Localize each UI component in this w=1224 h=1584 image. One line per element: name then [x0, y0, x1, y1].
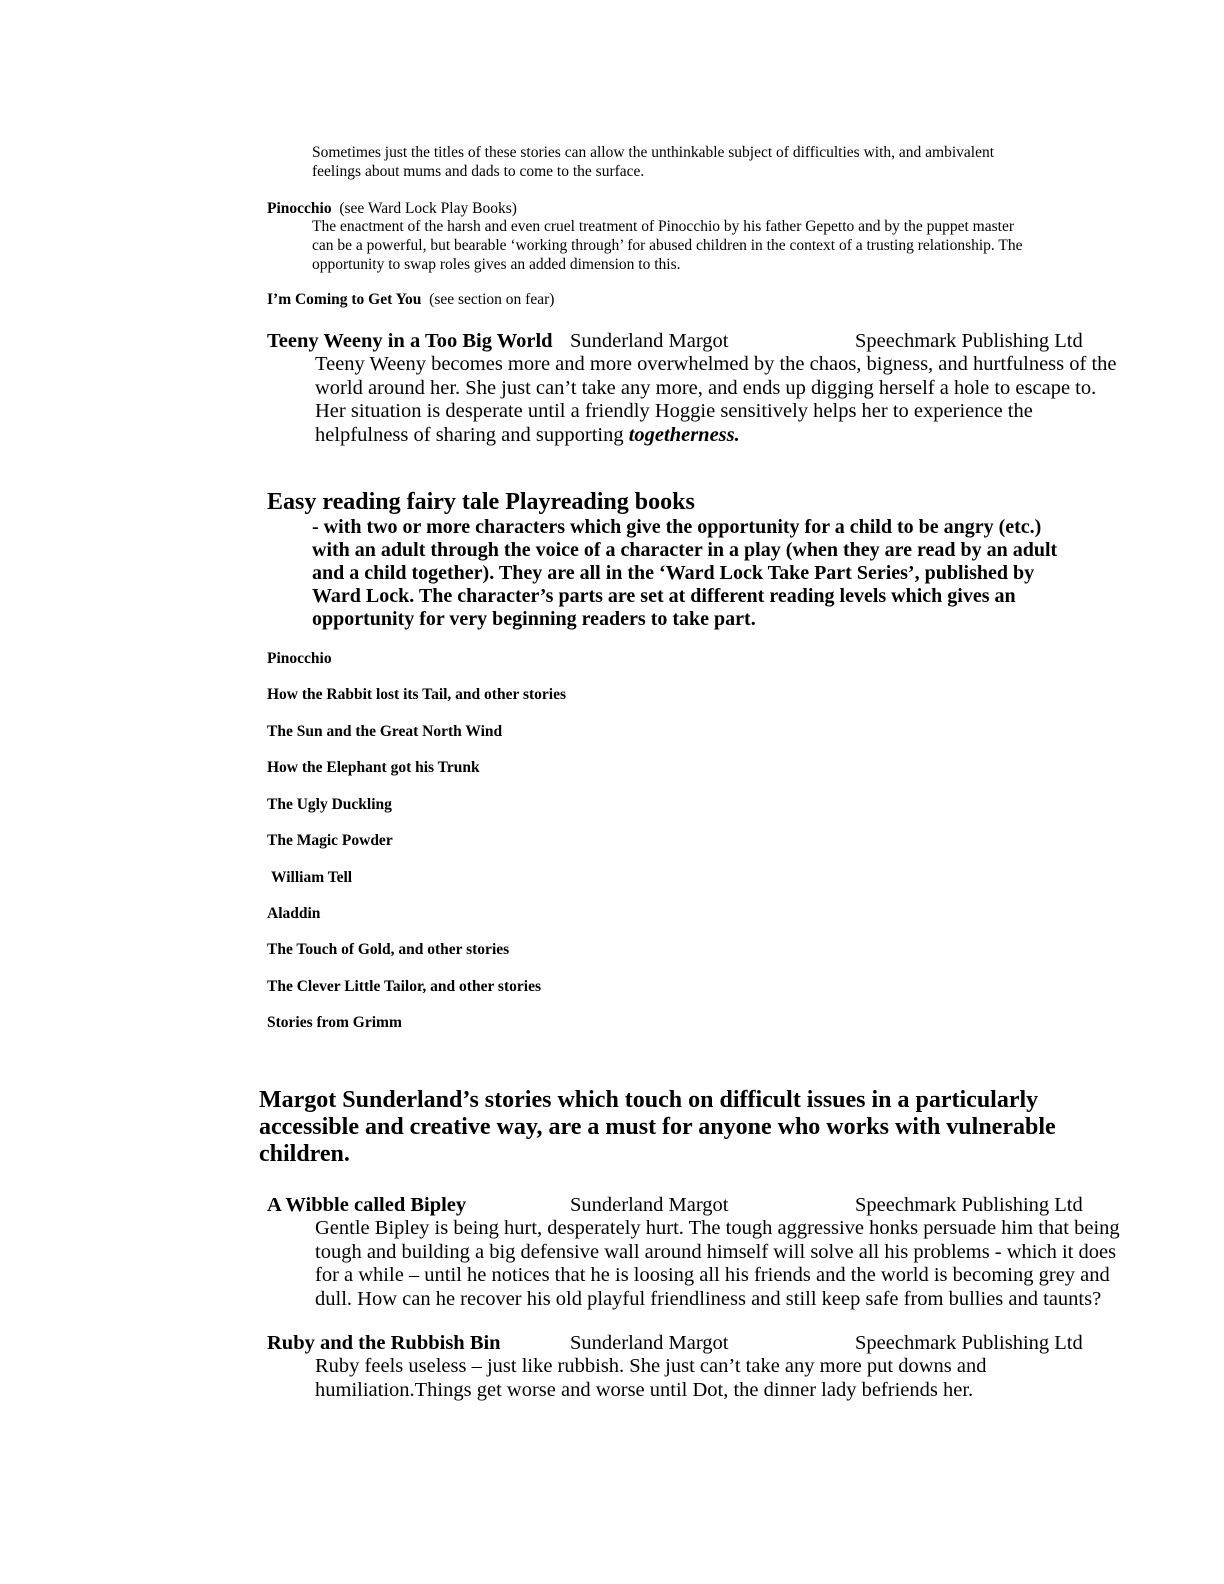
teeny-line: Her situation is desperate until a friendly Hoggie sensitively helps her to experience the — [315, 400, 1033, 422]
playreading-title: The Clever Little Tailor, and other stories — [267, 978, 541, 995]
pinocchio-line: opportunity to swap roles gives an added dimension to this. — [312, 256, 681, 273]
coming-title: I’m Coming to Get You — [267, 291, 422, 308]
teeny-author: Sunderland Margot — [570, 330, 729, 352]
playreading-title: How the Rabbit lost its Tail, and other stories — [267, 686, 566, 703]
playreading-title: The Sun and the Great North Wind — [267, 723, 503, 740]
intro-paragraph — [312, 143, 994, 181]
easy-reading-description — [312, 516, 1057, 631]
easy-description-line: with an adult through the voice of a character in a play (when they are read by an adult — [312, 539, 1058, 561]
bipley-line: Gentle Bipley is being hurt, desperately hurt. The tough aggressive honks persuade him that being — [315, 1217, 1120, 1239]
pinocchio-title: Pinocchio — [267, 200, 332, 217]
easy-description-line: opportunity for very beginning readers to take part. — [312, 608, 756, 630]
easy-reading-heading: Easy reading fairy tale Playreading books — [267, 489, 695, 515]
playreading-title: How the Elephant got his Trunk — [267, 759, 480, 776]
teeny-last-text: helpfulness of sharing and supporting — [315, 423, 629, 446]
playreading-title: Stories from Grimm — [267, 1014, 402, 1031]
margot-heading-line: accessible and creative way, are a must for anyone who works with vulnerable — [259, 1114, 1056, 1140]
bipley-author: Sunderland Margot — [570, 1194, 729, 1216]
playreading-title: The Ugly Duckling — [267, 796, 392, 813]
playreading-title: The Magic Powder — [267, 832, 393, 849]
margot-heading-line: children. — [259, 1141, 350, 1167]
teeny-title: Teeny Weeny in a Too Big World — [267, 330, 553, 352]
intro-line: Sometimes just the titles of these stories can allow the unthinkable subject of difficulties with, and ambivalent — [312, 144, 994, 161]
coming-entry-header — [267, 290, 554, 309]
intro-line: feelings about mums and dads to come to the surface. — [312, 163, 645, 180]
playreading-title: The Touch of Gold, and other stories — [267, 941, 510, 958]
ruby-publisher: Speechmark Publishing Ltd — [855, 1332, 1083, 1354]
playreading-title: William Tell — [271, 869, 353, 886]
bipley-line: dull. How can he recover his old playful friendliness and still keep safe from bullies and taunts? — [315, 1287, 1102, 1310]
teeny-line: Teeny Weeny becomes more and more overwhelmed by the chaos, bigness, and hurtfulness of the — [315, 353, 1117, 375]
pinocchio-entry-header — [267, 199, 517, 218]
teeny-line: world around her. She just can’t take any more, and ends up digging herself a hole to escape to. — [315, 376, 1097, 399]
bipley-line: tough and building a big defensive wall around himself will solve all his problems - which it does — [315, 1240, 1117, 1263]
teeny-description — [315, 353, 1117, 447]
ruby-title: Ruby and the Rubbish Bin — [267, 1332, 501, 1354]
ruby-author: Sunderland Margot — [570, 1332, 729, 1354]
teeny-line-last — [315, 424, 1117, 448]
playreading-title: Pinocchio — [267, 650, 332, 667]
margot-heading-line: Margot Sunderland’s stories which touch on difficult issues in a particularly — [259, 1087, 1039, 1113]
easy-description-line: and a child together). They are all in the ‘Ward Lock Take Part Series’, published by — [312, 562, 1035, 584]
pinocchio-description — [312, 217, 1022, 274]
coming-note: (see section on fear) — [429, 291, 555, 308]
ruby-description — [315, 1355, 986, 1402]
pinocchio-line: can be a powerful, but bearable ‘working through’ for abused children in the context of a trusting relationship. The — [312, 237, 1023, 254]
bipley-description — [315, 1217, 1120, 1311]
bipley-line: for a while – until he notices that he is loosing all his friends and the world is becoming grey and — [315, 1264, 1110, 1286]
bipley-publisher: Speechmark Publishing Ltd — [855, 1194, 1083, 1216]
teeny-publisher: Speechmark Publishing Ltd — [855, 330, 1083, 352]
pinocchio-note: (see Ward Lock Play Books) — [339, 200, 517, 217]
pinocchio-line: The enactment of the harsh and even cruel treatment of Pinocchio by his father Gepetto and by the puppet master — [312, 218, 1014, 235]
ruby-line: humiliation.Things get worse and worse until Dot, the dinner lady befriends her. — [315, 1378, 974, 1401]
bipley-title: A Wibble called Bipley — [267, 1194, 467, 1216]
ruby-line: Ruby feels useless – just like rubbish. She just can’t take any more put downs and — [315, 1355, 987, 1377]
teeny-emphasis: togetherness. — [628, 423, 740, 446]
margot-heading — [259, 1087, 1056, 1168]
playreading-title: Aladdin — [267, 905, 321, 922]
easy-description-line: Ward Lock. The character’s parts are set at different reading levels which gives an — [312, 585, 1016, 607]
easy-description-line: - with two or more characters which give the opportunity for a child to be angry (etc.) — [312, 516, 1042, 538]
